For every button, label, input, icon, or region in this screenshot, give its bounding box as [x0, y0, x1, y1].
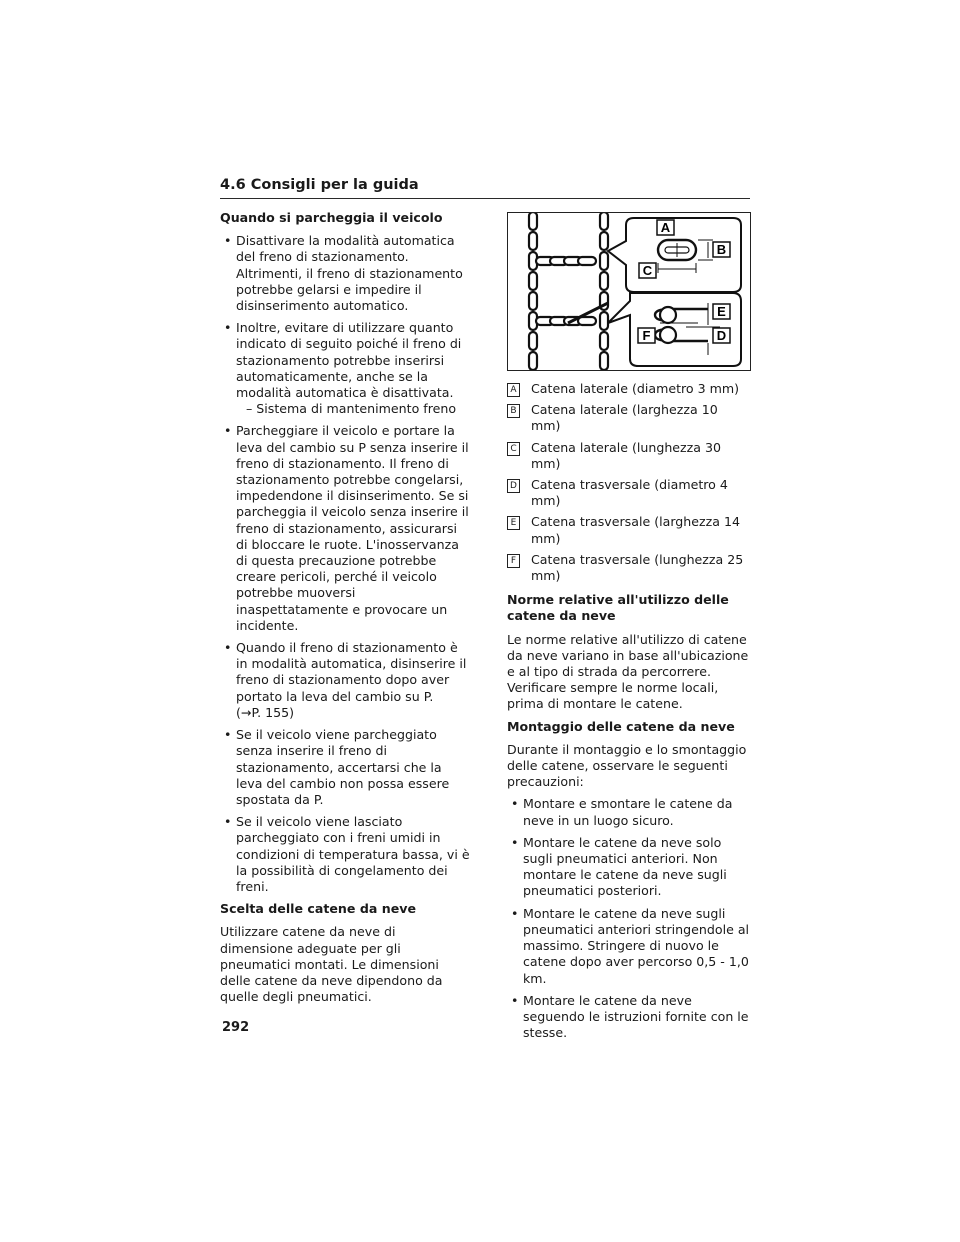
legend-letter-badge: B — [507, 404, 520, 418]
page-reference-link[interactable]: (→P. 155) — [236, 704, 295, 720]
figure-label-c — [639, 263, 656, 278]
list-item: • Montare le catene da neve solo sugli pneumatici anteriori. Non montare le catene da neve sugli pneumatici posteriori. — [507, 835, 751, 900]
svg-text:B: B — [716, 242, 727, 257]
legend-letter-badge: D — [507, 479, 520, 493]
figure-legend — [507, 381, 751, 584]
list-item: • Montare le catene da neve sugli pneumatici anteriori stringendole al massimo. Stringere di nuovo le catene dopo aver percorso 0,5 - 1,0 km. — [507, 906, 751, 987]
cross-chain-lower — [536, 317, 596, 325]
page-number: 292 — [222, 1020, 250, 1035]
svg-text:D: D — [716, 328, 727, 343]
legend-letter-badge: F — [507, 554, 520, 568]
legend-item: B Catena laterale (larghezza 10 mm) — [507, 402, 751, 434]
legend-item: F Catena trasversale (lunghezza 25 mm) — [507, 552, 751, 584]
list-item: • Inoltre, evitare di utilizzare quanto indicato di seguito poiché il freno di stazionamento potrebbe inserirsi automaticamente, anche se la modalità automatica è disattivata. – Sistema di mantenimento freno — [220, 320, 470, 417]
paragraph-chains: Utilizzare catene da neve di dimensione adeguate per gli pneumatici montati. Le dimensioni delle catene da neve dipendono da quelle degli pneumatici. — [220, 924, 443, 1005]
figure-label-f — [638, 328, 655, 343]
figure-label-a — [657, 220, 674, 235]
figure-label-e — [713, 304, 730, 319]
svg-text:E: E — [717, 304, 726, 319]
figure-label-d — [713, 328, 730, 343]
paragraph-rules: Le norme relative all'utilizzo di catene da neve variano in base all'ubicazione e al tipo di strada da percorrere. Verificare sempre le norme locali, prima di montare le catene. — [507, 631, 749, 712]
legend-item: C Catena laterale (lunghezza 30 mm) — [507, 440, 751, 472]
heading-mounting: Montaggio delle catene da neve — [507, 718, 735, 734]
legend-item: E Catena trasversale (larghezza 14 mm) — [507, 514, 751, 546]
heading-parking: Quando si parcheggia il veicolo — [220, 210, 443, 225]
list-item: • Parcheggiare il veicolo e portare la leva del cambio su P senza inserire il freno di stazionamento. Il freno di stazionamento potrebbe congelarsi, impedendone il disinserimento. Se si parcheggia il veicolo senza inserire il freno di stazionamento, assicurarsi di bloccare le ruote. L'inosservanza di questa precauzione potrebbe creare pericoli, perché il veicolo potrebbe muoversi inaspettatamente e provocare un incidente. — [220, 423, 470, 634]
snow-chain-illustration — [508, 213, 750, 370]
list-item: • Quando il freno di stazionamento è in modalità automatica, disinserire il freno di stazionamento dopo aver portato la leva del cambio su P. (→P. 155) — [220, 640, 470, 721]
svg-text:F: F — [642, 328, 651, 343]
figure-label-b — [713, 242, 730, 257]
mounting-list — [507, 796, 751, 1041]
legend-item: D Catena trasversale (diametro 4 mm) — [507, 477, 751, 509]
left-side-chain — [529, 213, 537, 370]
paragraph-mounting: Durante il montaggio e lo smontaggio delle catene, osservare le seguenti precauzioni: — [507, 741, 747, 790]
legend-letter-badge: E — [507, 516, 520, 530]
heading-rules: Norme relative all'utilizzo delle catene da neve — [507, 592, 729, 624]
cross-chain-upper — [536, 257, 596, 265]
list-item: • Disattivare la modalità automatica del freno di stazionamento. Altrimenti, il freno di stazionamento potrebbe gelarsi e impedire il disinserimento automatico. — [220, 233, 470, 314]
svg-text:C: C — [642, 263, 653, 278]
cross-reference: – Sistema di mantenimento freno — [246, 401, 457, 417]
list-item: • Se il veicolo viene lasciato parcheggiato con i freni umidi in condizioni di temperatura bassa, vi è la possibilità di congelamento dei freni. — [220, 814, 470, 895]
list-item: • Montare e smontare le catene da neve in un luogo sicuro. — [507, 796, 751, 828]
list-item: • Se il veicolo viene parcheggiato senza inserire il freno di stazionamento, accertarsi che la leva del cambio non possa essere spostata da P. — [220, 727, 470, 808]
legend-letter-badge: C — [507, 442, 520, 456]
svg-text:A: A — [660, 220, 671, 235]
legend-item: A Catena laterale (diametro 3 mm) — [507, 381, 751, 397]
legend-letter-badge: A — [507, 383, 520, 397]
list-item: • Montare le catene da neve seguendo le istruzioni fornite con le stesse. — [507, 993, 751, 1042]
left-column — [220, 210, 470, 1011]
parking-list — [220, 233, 470, 895]
snow-chain-figure — [507, 212, 751, 371]
right-column — [507, 210, 751, 1047]
right-side-chain — [600, 213, 608, 370]
section-header: 4.6 Consigli per la guida — [220, 177, 750, 199]
heading-chains: Scelta delle catene da neve — [220, 901, 416, 917]
